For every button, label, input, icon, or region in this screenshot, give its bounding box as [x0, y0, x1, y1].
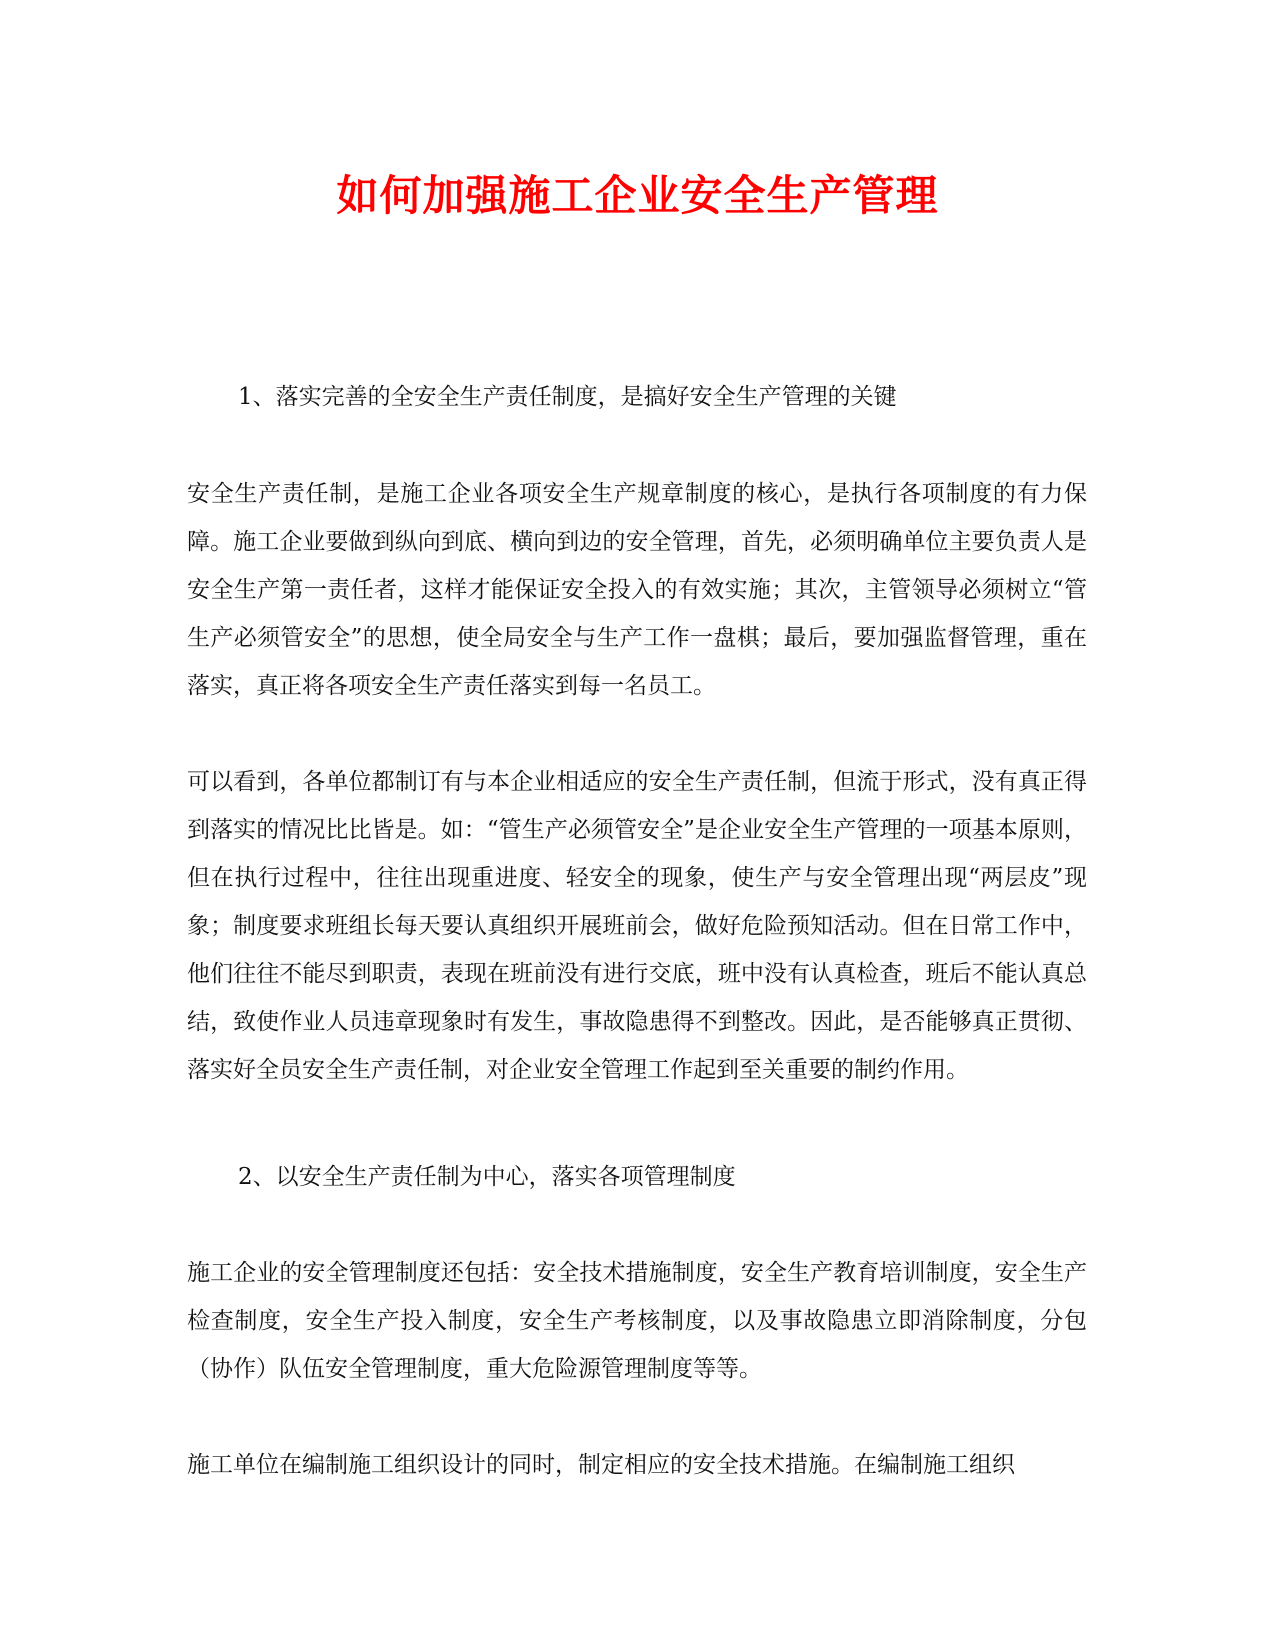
section-heading-1: 1、落实完善的全安全生产责任制度，是搞好安全生产管理的关键 [238, 384, 897, 410]
paragraph-4: 施工单位在编制施工组织设计的同时，制定相应的安全技术措施。在编制施工组织 [187, 1452, 1015, 1478]
paragraph-1: 安全生产责任制，是施工企业各项安全生产规章制度的核心，是执行各项制度的有力保障。施工企业要做到纵向到底、横向到边的安全管理，首先，必须明确单位主要负责人是安全生产第一责任者，这样才能保证安全投入的有效实施；其次，主管领导必须树立“管生产必须管安全”的思想，使全局安全与生产工作一盘棋；最后，要加强监督管理，重在落实，真正将各项安全生产责任落实到每一名员工。 [187, 481, 1087, 699]
section-heading-2: 2、以安全生产责任制为中心，落实各项管理制度 [238, 1164, 736, 1190]
document-title: 如何加强施工企业安全生产管理 [336, 171, 939, 220]
paragraph-3: 施工企业的安全管理制度还包括：安全技术措施制度，安全生产教育培训制度，安全生产检查制度，安全生产投入制度，安全生产考核制度，以及事故隐患立即消除制度，分包（协作）队伍安全管理制度，重大危险源管理制度等等。 [187, 1260, 1087, 1382]
paragraph-2: 可以看到，各单位都制订有与本企业相适应的安全生产责任制，但流于形式，没有真正得到落实的情况比比皆是。如：“管生产必须管安全”是企业安全生产管理的一项基本原则，但在执行过程中，往往出现重进度、轻安全的现象，使生产与安全管理出现“两层皮”现象；制度要求班组长每天要认真组织开展班前会，做好危险预知活动。但在日常工作中，他们往往不能尽到职责，表现在班前没有进行交底，班中没有认真检查，班后不能认真总结，致使作业人员违章现象时有发生，事故隐患得不到整改。因此，是否能够真正贯彻、落实好全员安全生产责任制，对企业安全管理工作起到至关重要的制约作用。 [187, 769, 1087, 1083]
